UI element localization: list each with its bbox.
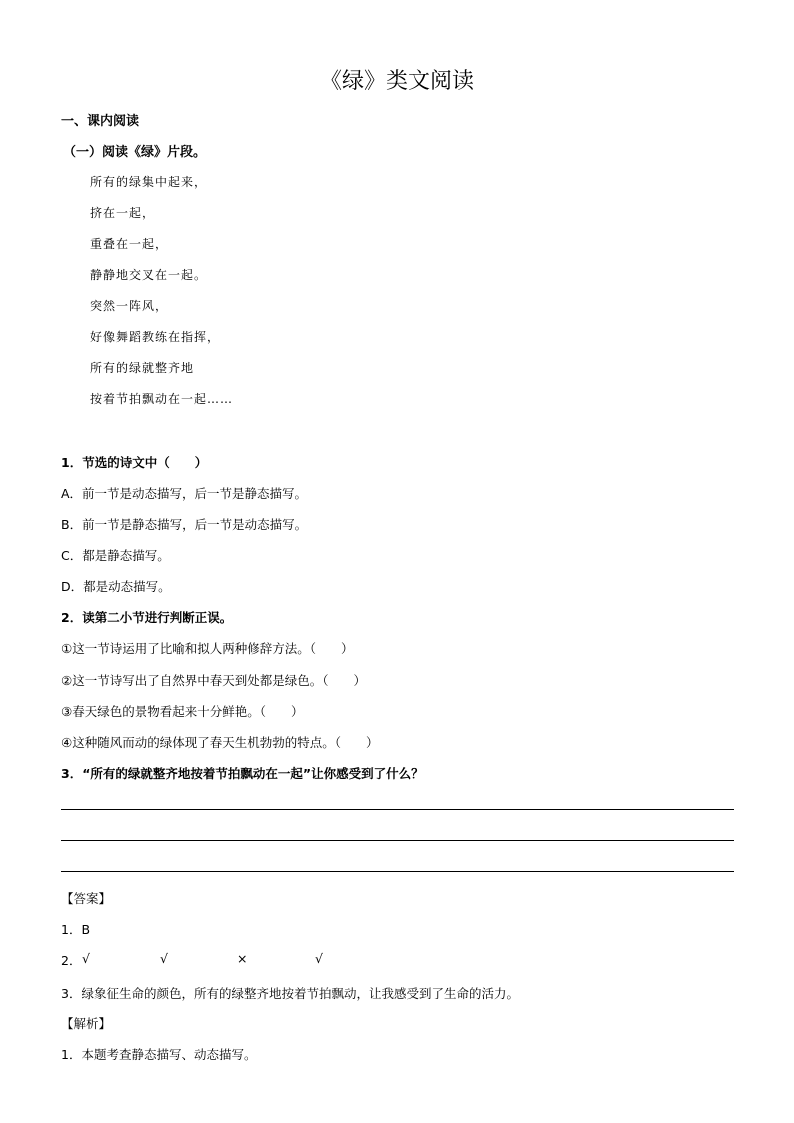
poem-line: 重叠在一起， — [90, 237, 169, 251]
answer-2-mark: √ — [160, 951, 168, 966]
answer-line[interactable] — [61, 840, 734, 841]
answer-3: 3．绿象征生命的颜色，所有的绿整齐地按着节拍飘动，让我感受到了生命的活力。 — [61, 986, 519, 1001]
question-2-stem: 2．读第二小节进行判断正误。 — [61, 610, 233, 625]
option-b: B．前一节是静态描写，后一节是动态描写。 — [61, 517, 308, 532]
answer-line[interactable] — [61, 809, 734, 810]
question-1-stem: 1．节选的诗文中（ ） — [61, 455, 208, 470]
analysis-1: 1．本题考查静态描写、动态描写。 — [61, 1047, 257, 1062]
poem-line: 按着节拍飘动在一起…… — [90, 392, 234, 406]
section-heading: 一、课内阅读 — [61, 114, 140, 129]
answer-2-mark: √ — [315, 951, 323, 966]
page-title: 《绿》类文阅读 — [319, 69, 474, 94]
answer-2-mark: × — [237, 951, 248, 966]
poem-line: 静静地交叉在一起。 — [90, 268, 208, 282]
poem-line: 突然一阵风， — [90, 299, 169, 313]
judgment-item: ③春天绿色的景物看起来十分鲜艳。（ ） — [61, 704, 304, 719]
judgment-item: ①这一节诗运用了比喻和拟人两种修辞方法。（ ） — [61, 641, 354, 656]
answer-2-prefix: 2． — [61, 953, 82, 968]
poem-line: 好像舞蹈教练在指挥， — [90, 330, 221, 344]
option-d: D．都是动态描写。 — [61, 579, 171, 594]
judgment-item: ④这种随风而动的绿体现了春天生机勃勃的特点。（ ） — [61, 735, 379, 750]
poem-line: 挤在一起， — [90, 206, 156, 220]
poem-line: 所有的绿就整齐地 — [90, 361, 195, 375]
option-c: C．都是静态描写。 — [61, 548, 170, 563]
option-a: A．前一节是动态描写，后一节是静态描写。 — [61, 486, 308, 501]
answer-line[interactable] — [61, 871, 734, 872]
answer-2-mark: √ — [82, 951, 90, 966]
answer-heading: 【答案】 — [61, 891, 112, 906]
subsection-heading: （一）阅读《绿》片段。 — [63, 145, 207, 160]
judgment-item: ②这一节诗写出了自然界中春天到处都是绿色。（ ） — [61, 673, 366, 688]
question-3-stem: 3．“所有的绿就整齐地按着节拍飘动在一起”让你感受到了什么？ — [61, 766, 424, 781]
analysis-heading: 【解析】 — [61, 1016, 112, 1031]
answer-1: 1．B — [61, 922, 91, 937]
poem-line: 所有的绿集中起来， — [90, 175, 208, 189]
